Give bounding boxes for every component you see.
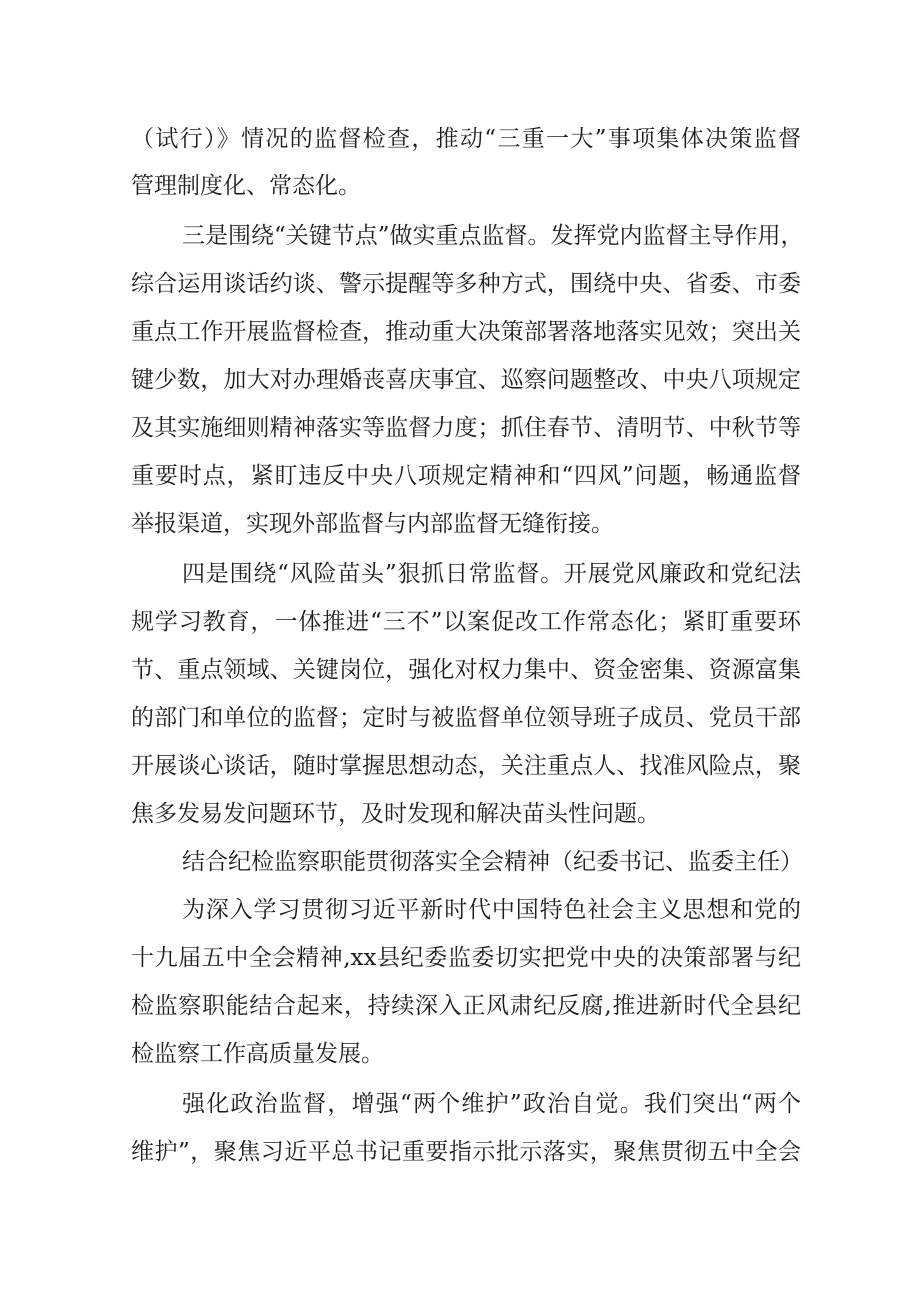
section-heading: 结合纪检监察职能贯彻落实全会精神（纪委书记、监委主任） [182,849,803,875]
text-line: 键少数，加大对办理婚丧喜庆事宜、巡察问题整改、中央八项规定 [131,367,801,393]
text-line: 重点工作开展监督检查，推动重大决策部署落地落实见效；突出关 [131,319,801,345]
text-line: 规学习教育，一体推进“三不”以案促改工作常态化；紧盯重要环 [131,609,801,635]
text-line: 及其实施细则精神落实等监督力度；抓住春节、清明节、中秋节等 [131,415,801,441]
text-line: 十九届五中全会精神,xx县纪委监委切实把党中央的决策部署与纪 [131,945,801,971]
text-line: 节、重点领域、关键岗位，强化对权力集中、资金密集、资源富集 [131,657,801,683]
text-line: 焦多发易发问题环节，及时发现和解决苗头性问题。 [131,801,660,827]
text-line: 三是围绕“关键节点”做实重点监督。发挥党内监督主导作用， [182,223,804,249]
text-line: 管理制度化、常态化。 [131,173,361,199]
text-line: 四是围绕“风险苗头”狠抓日常监督。开展党风廉政和党纪法 [182,561,801,587]
text-line: 检监察工作高质量发展。 [131,1041,384,1067]
text-line: 重要时点，紧盯违反中央八项规定精神和“四风”问题，畅通监督 [131,463,801,489]
text-line: 开展谈心谈话，随时掌握思想动态，关注重点人、找准风险点，聚 [131,753,801,779]
text-line: 维护”，聚焦习近平总书记重要指示批示落实，聚焦贯彻五中全会 [131,1139,801,1165]
text-line: （试行）》情况的监督检查，推动“三重一大”事项集体决策监督 [131,126,801,152]
text-line: 举报渠道，实现外部监督与内部监督无缝衔接。 [131,511,614,537]
text-line: 为深入学习贯彻习近平新时代中国特色社会主义思想和党的 [182,897,801,923]
text-line: 综合运用谈话约谈、警示提醒等多种方式，围绕中央、省委、市委 [131,271,801,297]
text-line: 的部门和单位的监督；定时与被监督单位领导班子成员、党员干部 [131,705,801,731]
text-line: 强化政治监督，增强“两个维护”政治自觉。我们突出“两个 [182,1091,801,1117]
text-line: 检监察职能结合起来，持续深入正风肃纪反腐,推进新时代全县纪 [131,993,801,1019]
